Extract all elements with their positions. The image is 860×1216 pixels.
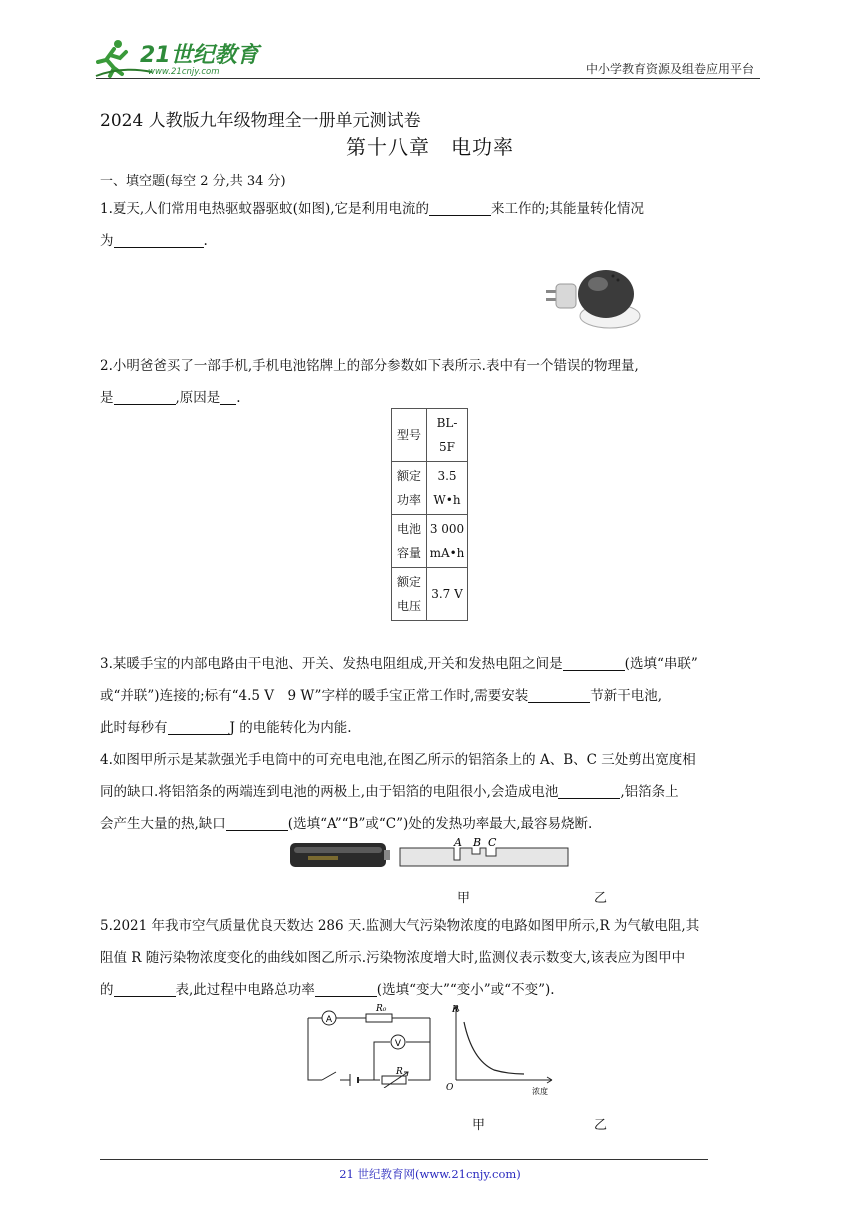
logo-text: 21世纪教育 xyxy=(140,43,259,68)
answer-blank[interactable] xyxy=(528,688,590,703)
answer-blank[interactable] xyxy=(220,390,236,405)
figure-caption-jia: 甲 xyxy=(472,1118,486,1133)
section-heading: 一、填空题(每空 2 分,共 34 分) xyxy=(100,174,286,189)
battery-spec-table xyxy=(391,408,468,621)
graph-origin: O xyxy=(446,1083,454,1093)
answer-blank[interactable] xyxy=(168,720,230,735)
answer-blank[interactable] xyxy=(114,390,176,405)
logo-url: www.21cnjy.com xyxy=(148,67,220,77)
battery-image xyxy=(288,838,392,872)
label-c: C xyxy=(488,836,497,849)
question-3: 3.某暖手宝的内部电路由干电池、开关、发热电阻组成,开关和发热电阻之间是 (选填“串联” 或“并联”)连接的;标有“4.5 V 9 W”字样的暖手宝正常工作时,需要安装 节新干电池, 此时每秒有 J 的电能转化为内能. xyxy=(100,656,698,736)
footer-divider xyxy=(100,1159,708,1160)
document-title: 2024 人教版九年级物理全一册单元测试卷 xyxy=(100,111,421,131)
table-row: 型号 BL-5F xyxy=(392,409,468,462)
answer-blank[interactable] xyxy=(315,982,377,997)
footer-link[interactable]: 21 世纪教育网(www.21cnjy.com) xyxy=(339,1167,521,1181)
answer-blank[interactable] xyxy=(114,982,176,997)
r0-label: R₀ xyxy=(376,1004,387,1014)
question-2: 2.小明爸爸买了一部手机,手机电池铭牌上的部分参数如下表所示.表中有一个错误的物理量, 是 ,原因是 . xyxy=(100,358,639,406)
resistance-curve xyxy=(464,1022,524,1074)
question-5: 5.2021 年我市空气质量优良天数达 286 天.监测大气污染物浓度的电路如图甲所示,R 为气敏电阻,其 阻值 R 随污染物浓度变化的曲线如图乙所示.污染物浓度增大时,监测仪表示数变大,该表应为图甲中 的 表,此过程中电路总功率 (选填“变大”“变小”或“不变”). xyxy=(100,918,700,998)
label-a: A xyxy=(454,836,462,849)
question-1: 1.夏天,人们常用电热驱蚊器驱蚊(如图),它是利用电流的 来工作的;其能量转化情况 为 . xyxy=(100,201,645,249)
table-row: 额定功率 3.5 W•h xyxy=(392,462,468,515)
table-row: 额定电压 3.7 V xyxy=(392,568,468,621)
r-label: R xyxy=(396,1067,403,1077)
table-row: 电池容量 3 000 mA•h xyxy=(392,515,468,568)
figure-caption-yi: 乙 xyxy=(594,891,608,906)
header-divider xyxy=(96,78,760,79)
chapter-title: 第十八章 电功率 xyxy=(346,135,514,159)
circuit-diagram xyxy=(300,1002,440,1088)
graph-x-label: 浓度 xyxy=(532,1087,548,1096)
answer-blank[interactable] xyxy=(114,233,204,248)
answer-blank[interactable] xyxy=(429,201,491,216)
figure-caption-jia: 甲 xyxy=(457,891,471,906)
foil-strip-diagram xyxy=(398,836,570,876)
label-b: B xyxy=(473,836,482,849)
site-logo xyxy=(92,36,262,80)
question-4: 4.如图甲所示是某款强光手电筒中的可充电电池,在图乙所示的铝箔条上的 A、B、C 三处剪出宽度相 同的缺口.将铝箔条的两端连到电池的两极上,由于铝箔的电阻很小,会造成电池 ,铝箔条上 会产生大量的热,缺口 (选填“A”“B”或“C”)处的发热功率最大,最容易烧断. xyxy=(100,752,696,832)
resistance-concentration-graph xyxy=(444,1000,556,1096)
figure-caption-yi: 乙 xyxy=(594,1118,608,1133)
platform-label: 中小学教育资源及组卷应用平台 xyxy=(585,62,754,76)
svg-text:A: A xyxy=(325,1015,333,1025)
graph-y-label: R xyxy=(452,1005,459,1015)
answer-blank[interactable] xyxy=(563,656,625,671)
svg-text:V: V xyxy=(394,1039,402,1049)
answer-blank[interactable] xyxy=(558,784,620,799)
answer-blank[interactable] xyxy=(226,816,288,831)
mosquito-repeller-image xyxy=(546,266,642,334)
